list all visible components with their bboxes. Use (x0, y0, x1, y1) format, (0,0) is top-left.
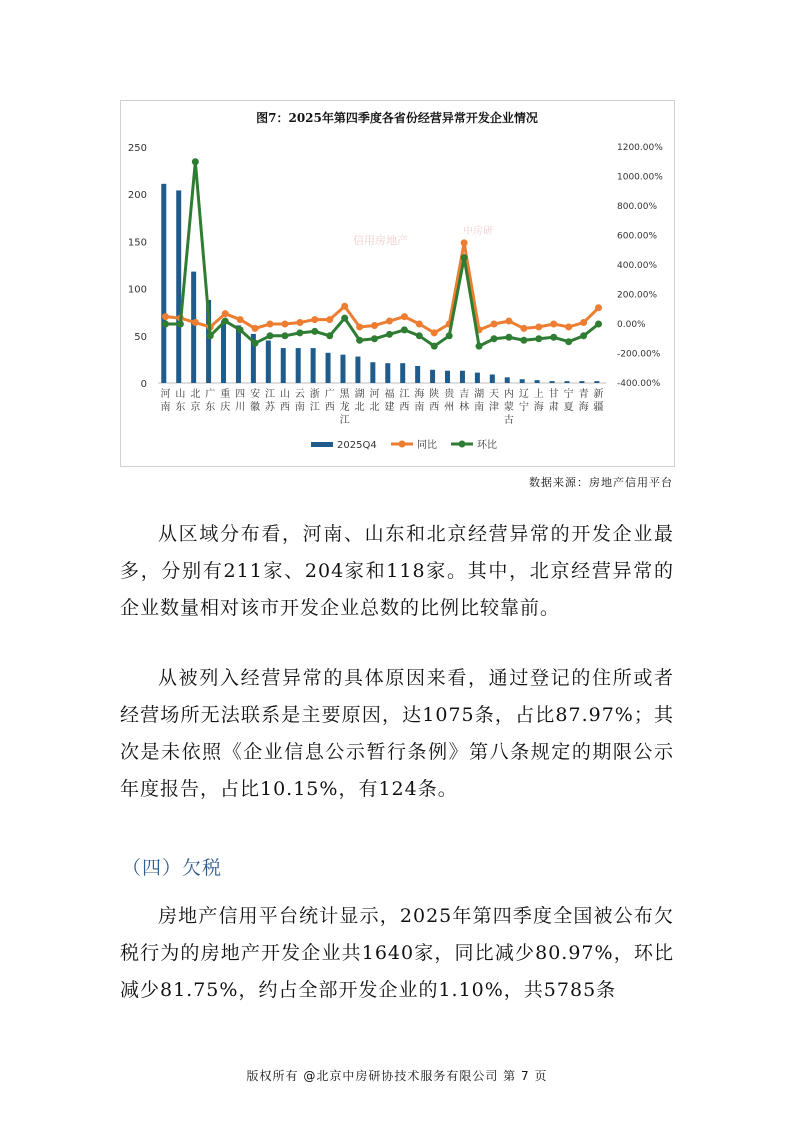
series-point (162, 313, 169, 320)
legend-label: 环比 (477, 440, 497, 451)
series-point (491, 321, 498, 328)
series-point (505, 318, 512, 325)
category-label: 北京 (190, 389, 201, 413)
series-point (491, 335, 498, 342)
bar (520, 379, 525, 383)
legend-label: 2025Q4 (337, 440, 377, 451)
series-point (341, 315, 348, 322)
bar (400, 363, 405, 383)
bar (505, 377, 510, 383)
left-axis-tick-label: 100 (127, 284, 147, 296)
bar (475, 373, 480, 383)
series-point (311, 328, 318, 335)
series-point (416, 321, 423, 328)
bar (385, 363, 390, 383)
series-point (520, 337, 527, 344)
bar (221, 321, 226, 383)
series-point (222, 318, 229, 325)
category-label: 河北 (369, 389, 380, 413)
series-point (252, 340, 259, 347)
page-footer: 版权所有 @北京中房研协技术服务有限公司 第 7 页 (246, 1069, 548, 1083)
series-point (237, 326, 244, 333)
series-point (371, 335, 378, 342)
legend-label: 同比 (417, 440, 437, 451)
category-label: 宁夏 (563, 389, 574, 413)
series-point (192, 158, 199, 165)
series-point (505, 334, 512, 341)
series-point (267, 332, 274, 339)
category-label: 湖南 (474, 389, 485, 413)
series-point (296, 329, 303, 336)
right-axis-tick-label: 200.00% (617, 290, 658, 301)
right-axis-tick-label: -200.00% (617, 349, 661, 360)
category-label: 江西 (399, 389, 410, 413)
series-point (356, 323, 363, 330)
category-label: 青海 (578, 389, 589, 413)
right-axis-tick-label: 400.00% (617, 261, 658, 271)
category-label: 吉林 (459, 389, 470, 413)
series-point (565, 338, 572, 345)
legend-swatch-marker (399, 441, 406, 448)
series-point (192, 319, 199, 326)
paragraph-regional-distribution: 从区域分布看，河南、山东和北京经营异常的开发企业最多，分别有211家、204家和118家。其中，北京经营异常的企业数量相对该市开发企业总数的比例比较靠前。 (120, 523, 674, 619)
right-axis-tick-label: 800.00% (617, 202, 658, 212)
series-point (281, 332, 288, 339)
right-axis-tick-label: 600.00% (617, 231, 658, 242)
category-label: 湖北 (354, 389, 365, 413)
category-label: 陕西 (429, 389, 440, 413)
chart-frame (120, 100, 675, 467)
series-point (431, 343, 438, 350)
series-point (386, 318, 393, 325)
series-point (535, 335, 542, 342)
bar (176, 190, 181, 383)
series-line-环比 (165, 162, 598, 346)
category-label: 江苏 (265, 389, 275, 413)
series-point (267, 321, 274, 328)
series-point (281, 321, 288, 328)
bar (340, 355, 345, 383)
bar (490, 375, 495, 383)
series-point (237, 316, 244, 323)
series-point (595, 304, 602, 311)
category-label: 新疆 (593, 389, 604, 413)
series-point (326, 316, 333, 323)
series-point (476, 343, 483, 350)
category-label: 重庆 (220, 389, 231, 413)
series-point (565, 323, 572, 330)
series-point (296, 319, 303, 326)
category-label: 广西 (324, 389, 335, 413)
series-point (207, 332, 214, 339)
left-axis-tick-label: 0 (140, 379, 147, 390)
series-point (401, 313, 408, 320)
category-label: 海南 (414, 389, 425, 413)
legend-swatch-marker (459, 441, 466, 448)
bar (430, 370, 435, 383)
series-point (162, 321, 169, 328)
left-axis-tick-label: 250 (127, 143, 147, 154)
bar (296, 348, 301, 383)
bar (326, 353, 331, 383)
series-point (252, 325, 259, 332)
bar (236, 325, 241, 383)
bar (281, 348, 286, 383)
category-label: 河南 (160, 389, 171, 413)
series-point (550, 321, 557, 328)
bar (311, 348, 316, 383)
category-label: 广东 (205, 389, 216, 413)
bar (579, 381, 584, 383)
left-axis-tick-label: 150 (127, 237, 147, 249)
bar (191, 272, 196, 383)
category-label: 山东 (175, 389, 186, 413)
left-axis-tick-label: 200 (127, 190, 147, 202)
series-point (595, 321, 602, 328)
category-label: 辽宁 (518, 389, 529, 413)
category-label: 四川 (235, 389, 246, 413)
series-point (222, 310, 229, 317)
category-label: 福建 (384, 389, 395, 413)
category-label: 云南 (294, 389, 305, 413)
bar (266, 341, 271, 383)
series-point (550, 334, 557, 341)
category-label: 安徽 (250, 389, 261, 413)
series-point (356, 337, 363, 344)
series-point (311, 316, 318, 323)
series-line-同比 (165, 243, 598, 333)
bar (415, 366, 420, 383)
watermark-text-zfy: 中房研 (463, 226, 493, 237)
series-point (535, 323, 542, 330)
right-axis-tick-label: 1000.00% (617, 172, 663, 183)
right-axis-tick-label: 0.00% (617, 320, 646, 330)
right-axis-tick-label: -400.00% (617, 379, 661, 389)
series-point (341, 303, 348, 310)
chart-title: 图7：2025年第四季度各省份经营异常开发企业情况 (256, 111, 538, 125)
bar (445, 371, 450, 383)
province-abnormal-chart (121, 101, 674, 466)
bar (564, 381, 569, 383)
series-point (371, 322, 378, 329)
series-point (580, 332, 587, 339)
series-point (326, 332, 333, 339)
category-label: 甘肃 (548, 389, 559, 413)
series-point (386, 331, 393, 338)
watermark-text-credit: 信用房地产 (353, 234, 408, 247)
series-point (461, 254, 468, 261)
data-source-note: 数据来源：房地产信用平台 (529, 476, 673, 489)
section-heading-tax-arrears: （四）欠税 (122, 857, 223, 879)
series-point (461, 239, 468, 246)
series-point (401, 326, 408, 333)
bar (355, 357, 360, 383)
series-point (177, 321, 184, 328)
left-axis-tick-label: 50 (134, 331, 147, 343)
category-label: 上海 (533, 389, 544, 413)
bar (550, 381, 555, 383)
bar (594, 381, 599, 383)
series-point (416, 332, 423, 339)
category-label: 山西 (279, 389, 290, 413)
category-label: 浙江 (309, 389, 320, 413)
bar (535, 380, 540, 383)
watermark (353, 224, 493, 247)
series-point (580, 319, 587, 326)
legend-swatch (311, 442, 333, 447)
series-point (446, 332, 453, 339)
bar (370, 362, 375, 383)
paragraph-abnormal-reasons: 从被列入经营异常的具体原因来看，通过登记的住所或者经营场所无法联系是主要原因，达1075条，占比87.97%；其次是未依照《企业信息公示暂行条例》第八条规定的期限公示年度报告，占比10.15%，有124条。 (120, 667, 674, 800)
category-label: 黑龙江 (339, 389, 350, 426)
category-label: 内蒙古 (503, 389, 514, 426)
bar (161, 184, 166, 383)
right-axis-tick-label: 1200.00% (617, 143, 663, 153)
category-label: 天津 (489, 389, 499, 413)
paragraph-tax-arrears-stats: 房地产信用平台统计显示，2025年第四季度全国被公布欠税行为的房地产开发企业共1640家，同比减少80.97%，环比减少81.75%，约占全部开发企业的1.10%，共5785条 (120, 905, 674, 1001)
bar (460, 371, 465, 383)
series-point (520, 325, 527, 332)
series-point (431, 329, 438, 336)
category-label: 贵州 (444, 389, 455, 413)
